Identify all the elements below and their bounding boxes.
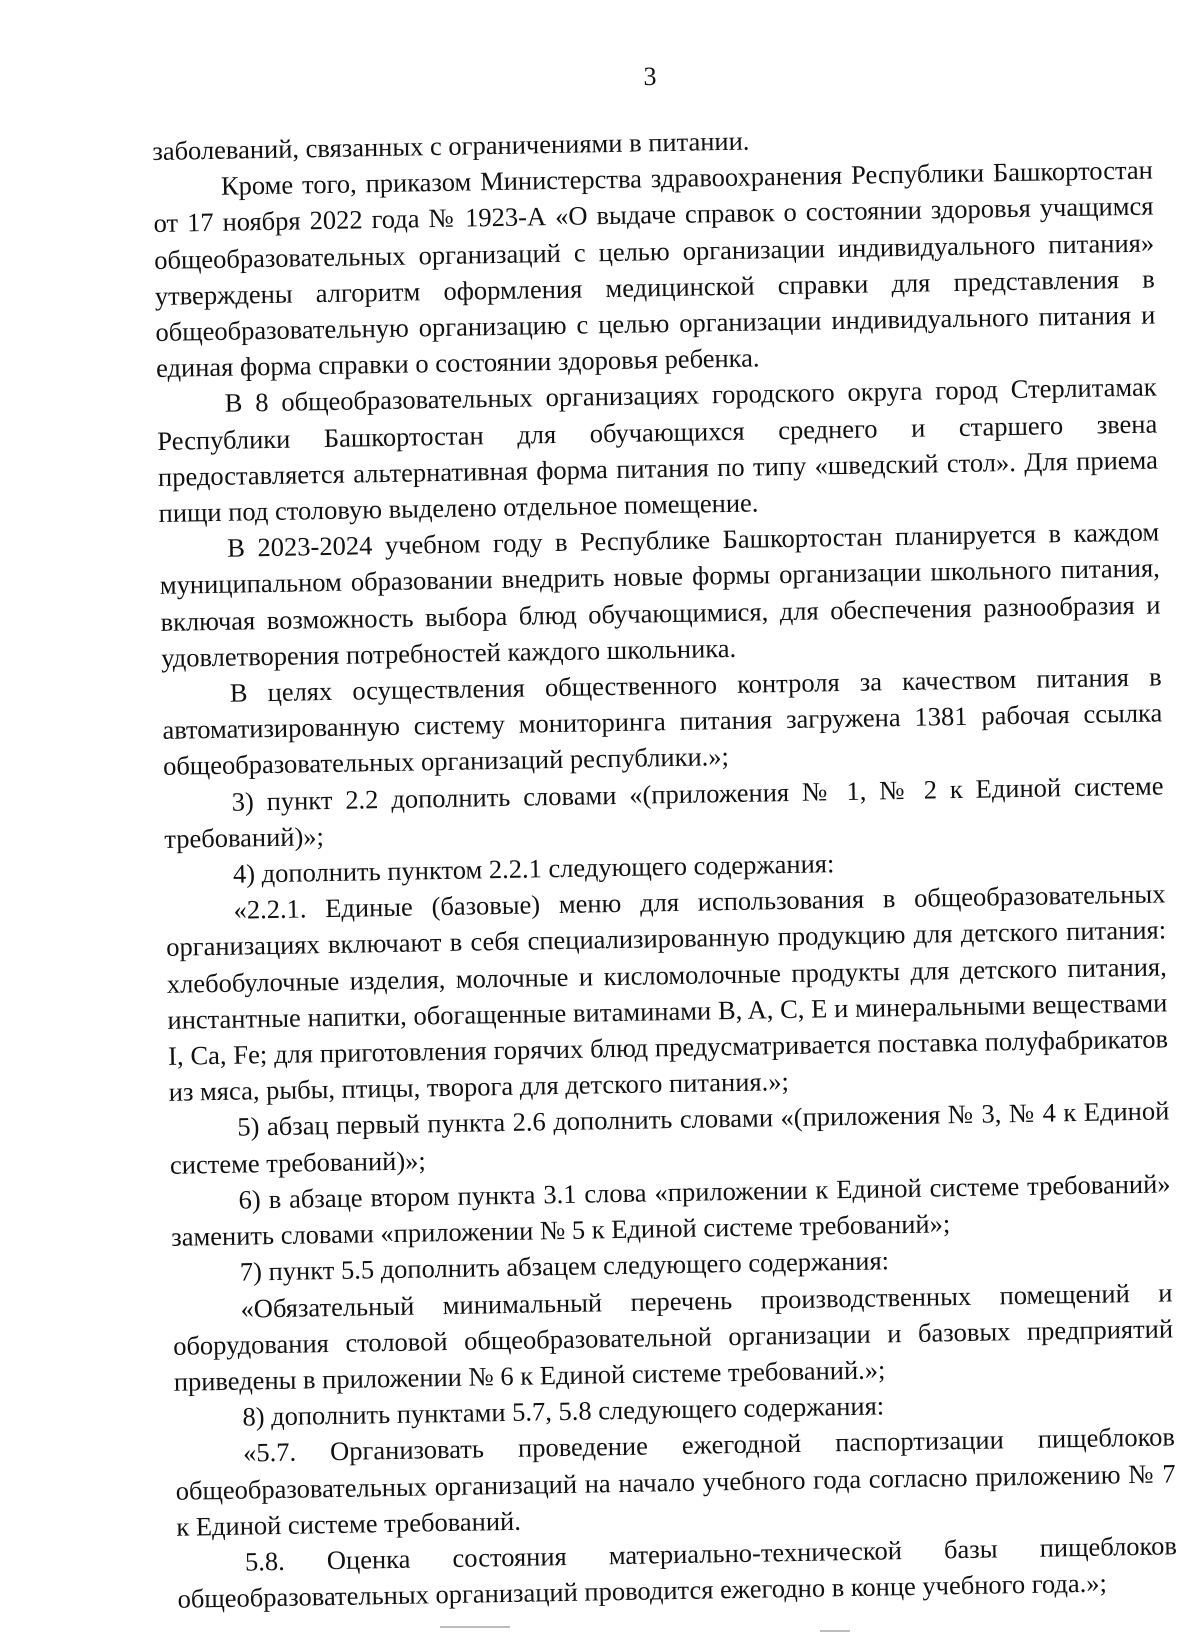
paragraph-new-forms-2023-2024: В 2023-2024 учебном году в Республике Башкортостан планируется в каждом муниципальном образовании внедрить новые формы организации школьного питания, включая возможность выбора блюд обучающимися, для обеспечения разнообразия и удовлетворения потребностей каждого школьника.	[159, 516, 1161, 673]
paragraph-amendment-6: 6) в абзаце втором пункта 3.1 слова «приложении к Единой системе требований» заменить словами «приложении № 5 к Единой системе требований»;	[171, 1168, 1171, 1252]
document-body	[152, 116, 1178, 1618]
paragraph-amendment-5: 5) абзац первый пункта 2.6 дополнить словами «(приложения № 3, № 4 к Единой системе требований)»;	[169, 1095, 1170, 1180]
paragraph-clause-5-5-addition: «Обязательный минимальный перечень производственных помещений и оборудования столовой общеобразовательной организации и базовых предприятий приведены в приложении № 6 к Единой системе требований.»;	[172, 1276, 1174, 1397]
paragraph-amendment-4: 4) дополнить пунктом 2.2.1 следующего содержания:	[232, 848, 835, 889]
paragraph-amendment-3: 3) пункт 2.2 дополнить словами «(приложения № 1, № 2 к Единой системе требований)»;	[164, 770, 1164, 854]
scan-artifact-mark	[820, 1630, 850, 1632]
paragraph-health-ministry-order: Кроме того, приказом Министерства здравоохранения Республики Башкортостан от 17 ноября 2022 года № 1923-А «О выдаче справок о состоянии здоровья учащимся общеобразовательных организаций с целью организации индивидуального питания» утверждены алгоритм оформления медицинской справки для представления в общеобразовательную организацию с целью организации индивидуального питания и единая форма справки о состоянии здоровья ребенка.	[153, 154, 1156, 384]
paragraph-amendment-7: 7) пункт 5.5 дополнить абзацем следующего содержания:	[239, 1245, 890, 1287]
paragraph-public-control: В целях осуществления общественного контроля за качеством питания в автоматизированную систему мониторинга питания загружена 1381 рабочая ссылка общеобразовательных организаций республики.»;	[162, 661, 1163, 782]
paragraph-buffet-format: В 8 общеобразовательных организациях городского округа город Стерлитамак Республики Башкортостан для обучающихся среднего и старшего звена предоставляется альтернативная форма питания по типу «шведский стол». Для приема пищи под столовую выделено отдельное помещение.	[157, 371, 1159, 528]
page-number: 3	[643, 62, 657, 91]
paragraph-clause-5-8: 5.8. Оценка состояния материально-технической базы пищеблоков общеобразовательных организаций проводится ежегодно в конце учебного года.»;	[177, 1530, 1178, 1614]
paragraph-amendment-8: 8) дополнить пунктами 5.7, 5.8 следующего содержания:	[242, 1390, 885, 1432]
paragraph-clause-5-7: «5.7. Организовать проведение ежегодной паспортизации пищеблоков общеобразовательных организаций на начало учебного года согласно приложению № 7 к Единой системе требований.	[175, 1421, 1176, 1542]
paragraph-clause-2-2-1: «2.2.1. Единые (базовые) меню для использования в общеобразовательных организациях включают в себя специализированную продукцию для детского питания: хлебобулочные изделия, молочные и кисломолочные продукты для детского питания, инстантные напитки, обогащенные витаминами B, A, C, E и минеральными веществами I, Ca, Fe; для приготовления горячих блюд предусматривается поставка полуфабрикатов из мяса, рыбы, птицы, творога для детского питания.»;	[165, 878, 1169, 1108]
scan-artifact-mark	[440, 1626, 510, 1628]
paragraph-continuation: заболеваний, связанных с ограничениями в питании.	[152, 125, 750, 166]
